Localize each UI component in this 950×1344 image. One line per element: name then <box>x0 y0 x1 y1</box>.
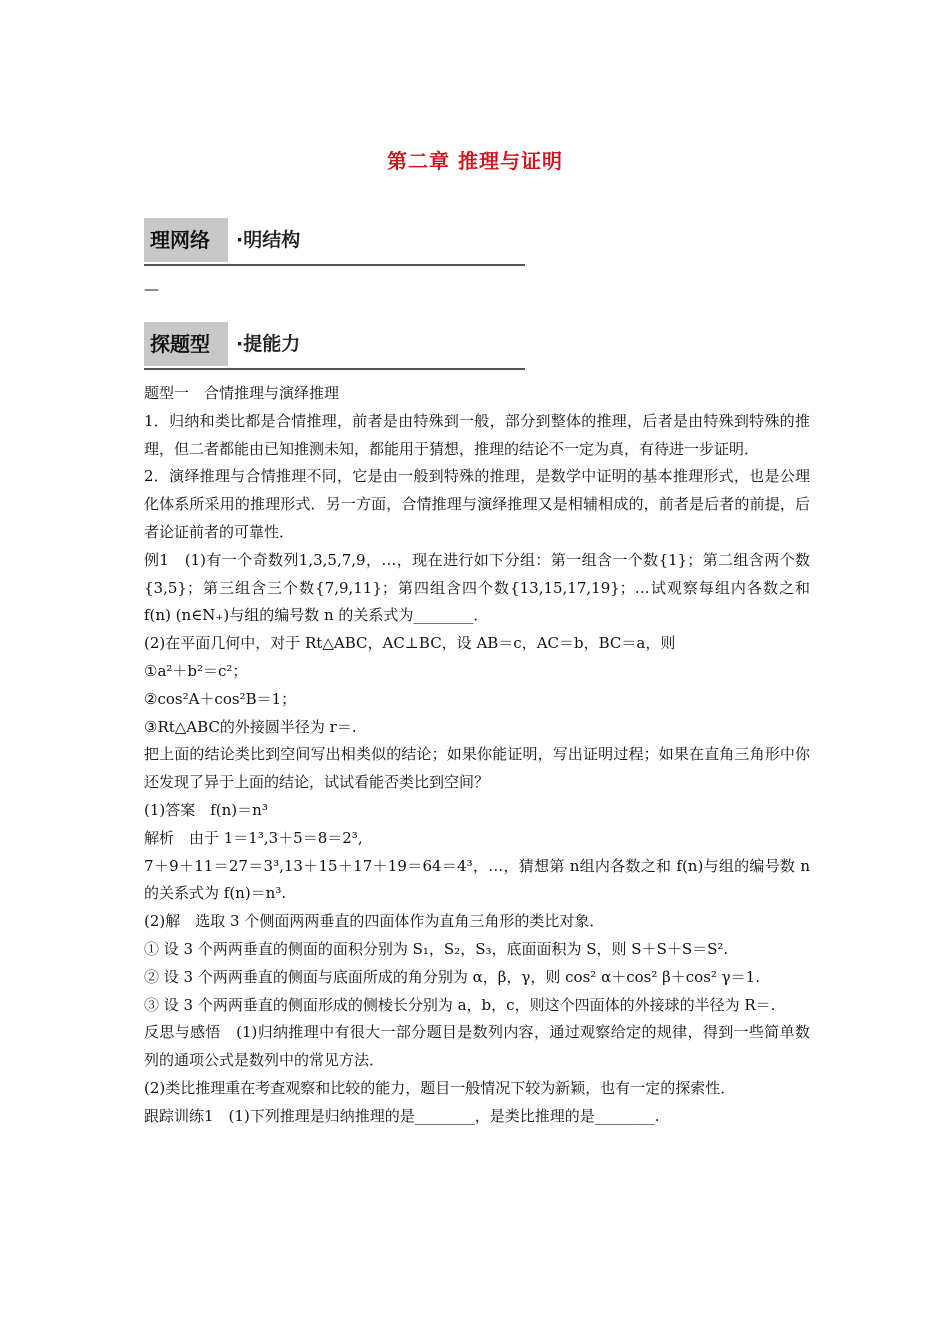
section-sub-label: ·提能力 <box>236 333 301 355</box>
section-sub-label: ·明结构 <box>236 229 301 251</box>
document-body <box>144 380 810 1131</box>
analysis-line: 7＋9＋11＝27＝3³,13＋15＋17＋19＝64＝4³，…，猜想第 n组内各数之和 f(n)与组的编号数 n的关系式为 f(n)＝n³. <box>144 856 810 903</box>
solution-line: ① 设 3 个两两垂直的侧面的面积分别为 S₁，S₂，S₃，底面面积为 S，则 S＋S＋S＝S². <box>144 939 729 958</box>
section-box-label: 探题型 <box>144 322 228 366</box>
reflection-paragraph: (2)类比推理重在考查观察和比较的能力，题目一般情况下较为新颖，也有一定的探索性． <box>144 1078 736 1097</box>
placeholder-dash: — <box>144 280 159 298</box>
analysis-line: 解析 由于 1＝1³,3＋5＝8＝2³, <box>144 828 363 847</box>
solution-line: ③ 设 3 个两两垂直的侧面形成的侧棱长分别为 a，b，c，则这个四面体的外接球的半径为 R＝. <box>144 995 776 1014</box>
chapter-title: 第二章 推理与证明 <box>387 149 563 173</box>
reflection-paragraph: 反思与感悟 (1)归纳推理中有很大一部分题目是数列内容，通过观察给定的规律，得到一些简单数列的通项公式是数列中的常见方法． <box>144 1023 810 1070</box>
paragraph: 把上面的结论类比到空间写出相类似的结论；如果你能证明，写出证明过程；如果在直角三角形中你还发现了异于上面的结论，试试看能否类比到空间？ <box>144 745 810 792</box>
topic-heading: 题型一 合情推理与演绎推理 <box>144 384 340 402</box>
answer-line: (1)答案 f(n)＝n³ <box>144 800 268 819</box>
section-header-problems <box>144 322 525 370</box>
example-question: 例1 (1)有一个奇数列1,3,5,7,9，…，现在进行如下分组：第一组含一个数{1}；第二组含两个数{3,5}；第三组含三个数{7,9,11}；第四组含四个数{13,15,17,19}；…试观察每组内各数之和 f(n) (n∈N₊)与组的编号数 n 的关系式为________． <box>144 550 810 625</box>
example-item: ③Rt△ABC的外接圆半径为 r＝. <box>144 717 357 736</box>
section-box-label: 理网络 <box>144 218 228 262</box>
example-item: ②cos²A＋cos²B＝1； <box>144 689 297 708</box>
exercise-line: 跟踪训练1 (1)下列推理是归纳推理的是________，是类比推理的是________. <box>144 1106 660 1125</box>
example-item: ①a²＋b²＝c²； <box>144 661 248 680</box>
solution-line: ② 设 3 个两两垂直的侧面与底面所成的角分别为 α，β，γ，则 cos² α＋cos² β＋cos² γ＝1. <box>144 967 760 986</box>
paragraph: 1．归纳和类比都是合情推理，前者是由特殊到一般，部分到整体的推理，后者是由特殊到特殊的推理，但二者都能由已知推测未知，都能用于猜想，推理的结论不一定为真，有待进一步证明． <box>144 411 810 458</box>
example-question: (2)在平面几何中，对于 Rt△ABC，AC⊥BC，设 AB＝c，AC＝b，BC＝a，则 <box>144 634 676 653</box>
paragraph: 2．演绎推理与合情推理不同，它是由一般到特殊的推理，是数学中证明的基本推理形式，也是公理化体系所采用的推理形式．另一方面，合情推理与演绎推理又是相辅相成的，前者是后者的前提，后者论证前者的可靠性． <box>144 467 810 541</box>
section-header-structure <box>144 218 525 266</box>
solution-line: (2)解 选取 3 个侧面两两垂直的四面体作为直角三角形的类比对象． <box>144 912 605 931</box>
